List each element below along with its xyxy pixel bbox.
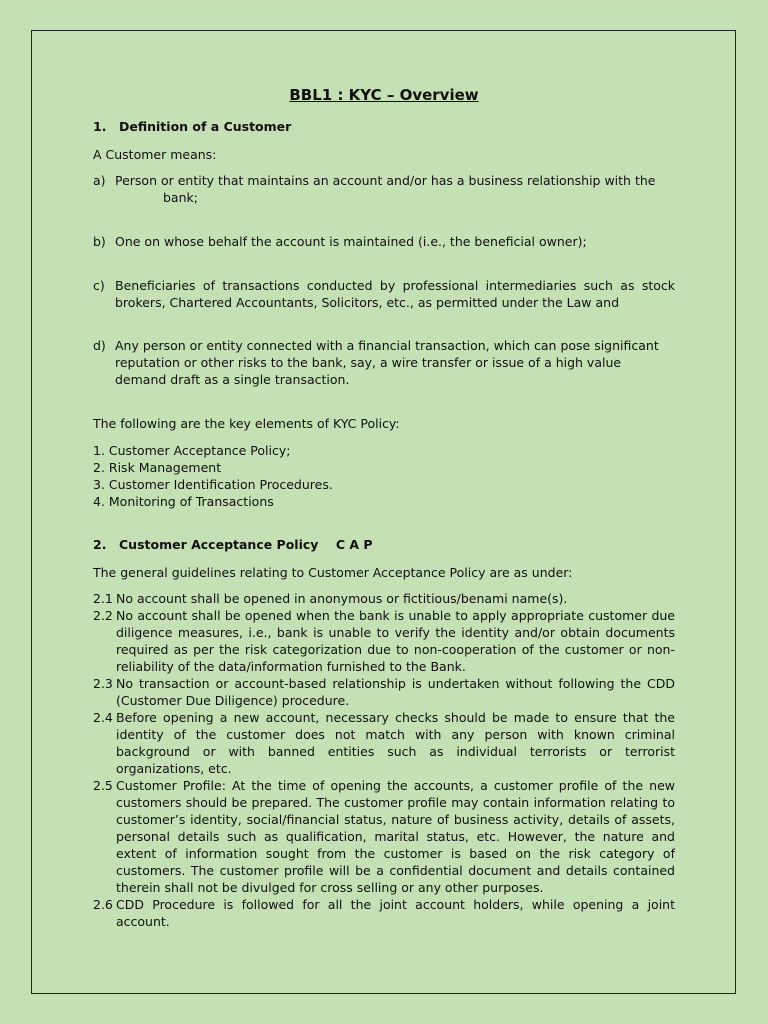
customer-item-b xyxy=(93,233,675,250)
item-label: c) xyxy=(93,278,105,293)
policy-item xyxy=(93,590,675,607)
section1-heading xyxy=(93,119,291,134)
item-label: a) xyxy=(93,173,106,188)
section1-number: 1. xyxy=(93,119,107,134)
section2-number: 2. xyxy=(93,537,107,552)
section2-intro: The general guidelines relating to Customer Acceptance Policy are as under: xyxy=(93,565,573,580)
item-label: 2.1 xyxy=(93,591,113,606)
item-label: d) xyxy=(93,338,106,353)
list-item: 1. Customer Acceptance Policy; xyxy=(93,443,291,458)
item-text: No account shall be opened when the bank is unable to apply appropriate customer due diligence measures, i.e., bank is unable to verify the identity and/or obtain documents required as per the risk categorization due to non-cooperation of the customer or non-reliability of the data/information furnished to the Bank. xyxy=(116,608,675,674)
item-label: 2.6 xyxy=(93,897,113,912)
customer-item-c xyxy=(93,277,675,311)
policy-item xyxy=(93,675,675,709)
item-label: 2.2 xyxy=(93,608,113,623)
item-label: 2.4 xyxy=(93,710,113,725)
policy-item xyxy=(93,607,675,675)
item-text: No account shall be opened in anonymous or fictitious/benami name(s). xyxy=(116,591,568,606)
item-label: 2.3 xyxy=(93,676,113,691)
item-text: No transaction or account-based relationship is undertaken without following the CDD (Customer Due Diligence) procedure. xyxy=(116,676,675,708)
section2-title: Customer Acceptance Policy C A P xyxy=(119,537,373,552)
section1-title: Definition of a Customer xyxy=(119,119,292,134)
section2-heading xyxy=(93,537,373,552)
customer-item-d xyxy=(93,337,675,388)
item-text: One on whose behalf the account is maintained (i.e., the beneficial owner); xyxy=(115,234,587,249)
section1-intro: A Customer means: xyxy=(93,147,217,162)
item-text: Before opening a new account, necessary checks should be made to ensure that the identity of the customer does not match with any person with known criminal background or with banned entities such as individual terrorists or terrorist organizations, etc. xyxy=(116,710,675,776)
policy-item xyxy=(93,777,675,896)
list-item: 3. Customer Identification Procedures. xyxy=(93,477,333,492)
item-text-line2: bank; xyxy=(163,190,198,205)
list-item: 2. Risk Management xyxy=(93,460,222,475)
list-item: 4. Monitoring of Transactions xyxy=(93,494,274,509)
item-text: Beneficiaries of transactions conducted by professional intermediaries such as stock brokers, Chartered Accountants, Solicitors, etc., as permitted under the Law and xyxy=(115,278,675,310)
item-label: 2.5 xyxy=(93,778,113,793)
item-label: b) xyxy=(93,234,106,249)
policy-item xyxy=(93,896,675,930)
page-title: BBL1 : KYC – Overview xyxy=(289,86,479,104)
item-text-line1: Person or entity that maintains an account and/or has a business relationship with the xyxy=(115,173,656,188)
key-elements-list xyxy=(93,442,675,510)
item-text: Any person or entity connected with a financial transaction, which can pose significant reputation or other risks to the bank, say, a wire transfer or issue of a high value demand draft as a single transaction. xyxy=(115,338,659,387)
item-text: CDD Procedure is followed for all the joint account holders, while opening a joint account. xyxy=(116,897,675,929)
key-elements-intro: The following are the key elements of KYC Policy: xyxy=(93,416,400,431)
item-text: Customer Profile: At the time of opening the accounts, a customer profile of the new customers should be prepared. The customer profile may contain information relating to customer’s identity, social/financial status, nature of business activity, details of assets, personal details such as qualification, marital status, etc. However, the nature and extent of information sought from the customer is based on the risk category of customers. The customer profile will be a confidential document and details contained therein shall not be divulged for cross selling or any other purposes. xyxy=(116,778,675,895)
policy-item xyxy=(93,709,675,777)
customer-item-a xyxy=(93,172,675,206)
